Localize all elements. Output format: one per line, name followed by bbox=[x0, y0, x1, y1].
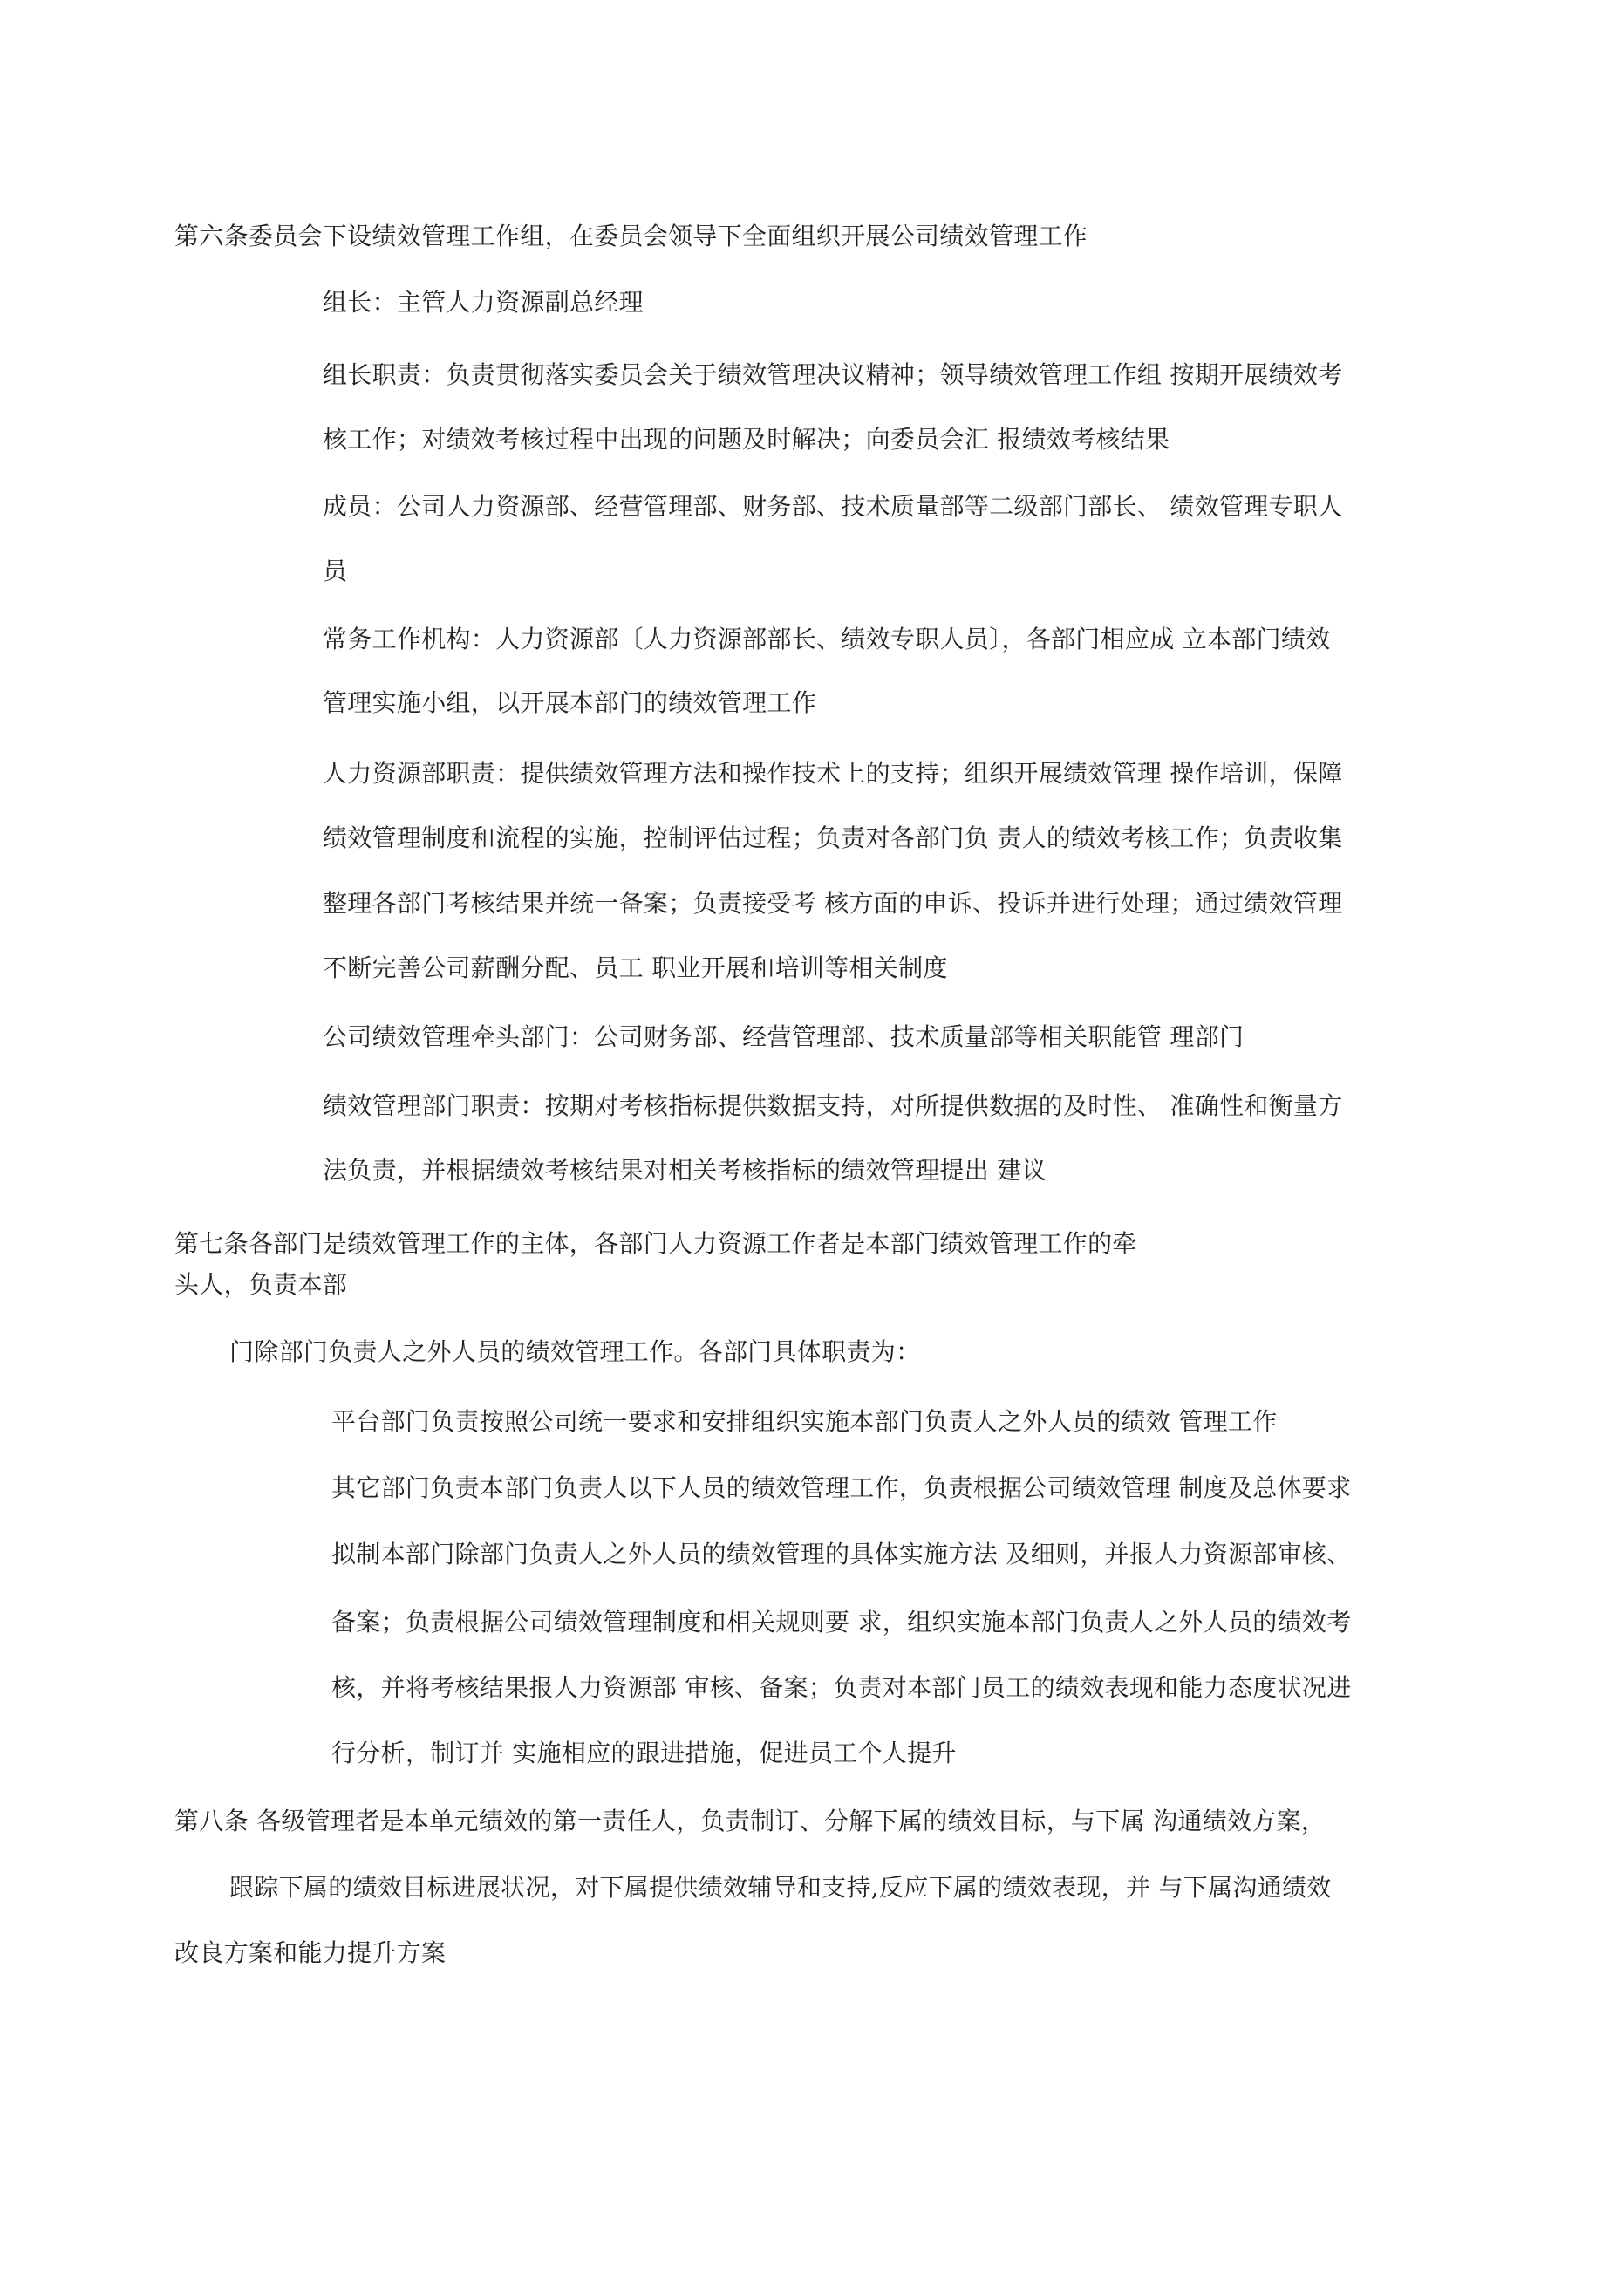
text-line: 头人，负责本部 bbox=[174, 1270, 348, 1299]
text-line: 其它部门负责本部门负责人以下人员的绩效管理工作，负责根据公司绩效管理 制度及总体要求 bbox=[331, 1473, 1352, 1502]
text-line: 整理各部门考核结果并统一备案；负责接受考 核方面的申诉、投诉并进行处理；通过绩效管理 bbox=[323, 889, 1343, 918]
text-line: 平台部门负责按照公司统一要求和安排组织实施本部门负责人之外人员的绩效 管理工作 bbox=[331, 1407, 1278, 1436]
article-8-heading: 第八条 各级管理者是本单元绩效的第一责任人，负责制订、分解下属的绩效目标，与下属 沟通绩效方案， bbox=[174, 1807, 1326, 1835]
text-line: 跟踪下属的绩效目标进展状况，对下属提供绩效辅导和支持,反应下属的绩效表现，并 与下属沟通绩效 bbox=[229, 1873, 1332, 1902]
text-line: 核，并将考核结果报人力资源部 审核、备案；负责对本部门员工的绩效表现和能力态度状况进 bbox=[331, 1673, 1352, 1702]
text-line: 常务工作机构：人力资源部〔人力资源部部长、绩效专职人员〕，各部门相应成 立本部门绩效 bbox=[323, 625, 1331, 653]
text-line: 门除部门负责人之外人员的绩效管理工作。各部门具体职责为： bbox=[229, 1337, 921, 1366]
text-line: 行分析，制订并 实施相应的跟进措施，促进员工个人提升 bbox=[331, 1739, 957, 1767]
text-line: 不断完善公司薪酬分配、员工 职业开展和培训等相关制度 bbox=[323, 953, 948, 982]
text-line: 管理实施小组，以开展本部门的绩效管理工作 bbox=[323, 688, 817, 717]
text-line: 改良方案和能力提升方案 bbox=[174, 1938, 447, 1967]
text-line: 公司绩效管理牵头部门：公司财务部、经营管理部、技术质量部等相关职能管 理部门 bbox=[323, 1022, 1245, 1051]
text-line: 成员：公司人力资源部、经营管理部、财务部、技术质量部等二级部门部长、 绩效管理专职人 bbox=[323, 492, 1343, 521]
text-line: 组长：主管人力资源副总经理 bbox=[323, 288, 644, 317]
text-line: 核工作；对绩效考核过程中出现的问题及时解决；向委员会汇 报绩效考核结果 bbox=[323, 425, 1170, 454]
text-line: 绩效管理部门职责：按期对考核指标提供数据支持，对所提供数据的及时性、 准确性和衡量方 bbox=[323, 1091, 1343, 1120]
article-7-heading: 第七条各部门是绩效管理工作的主体，各部门人力资源工作者是本部门绩效管理工作的牵 bbox=[174, 1229, 1137, 1258]
text-line: 备案；负责根据公司绩效管理制度和相关规则要 求，组织实施本部门负责人之外人员的绩效考 bbox=[331, 1608, 1352, 1637]
text-line: 人力资源部职责：提供绩效管理方法和操作技术上的支持；组织开展绩效管理 操作培训，保障 bbox=[323, 759, 1343, 788]
article-6-heading: 第六条委员会下设绩效管理工作组，在委员会领导下全面组织开展公司绩效管理工作 bbox=[174, 222, 1088, 250]
text-line: 绩效管理制度和流程的实施，控制评估过程；负责对各部门负 责人的绩效考核工作；负责收集 bbox=[323, 823, 1343, 852]
text-line: 员 bbox=[323, 557, 348, 585]
text-line: 拟制本部门除部门负责人之外人员的绩效管理的具体实施方法 及细则，并报人力资源部审核、 bbox=[331, 1540, 1352, 1568]
text-line: 法负责，并根据绩效考核结果对相关考核指标的绩效管理提出 建议 bbox=[323, 1156, 1047, 1185]
text-line: 组长职责：负责贯彻落实委员会关于绩效管理决议精神；领导绩效管理工作组 按期开展绩效考 bbox=[323, 360, 1343, 389]
